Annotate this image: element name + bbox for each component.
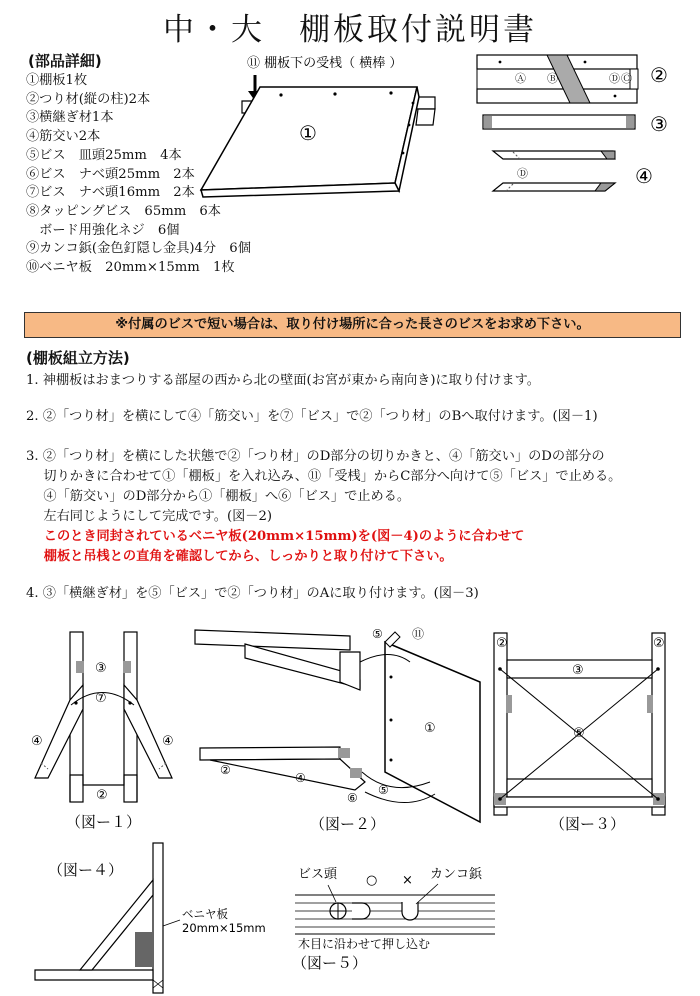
fig2-label-4: ④ xyxy=(295,771,306,785)
fig2-label-2: ② xyxy=(220,763,231,777)
fig4-plywood-label: ベニヤ板 xyxy=(182,907,228,921)
figure-4 xyxy=(30,840,280,996)
part-2-label: ② xyxy=(650,63,668,87)
step-3-warning-1: このとき同封されているベニヤ板(20mm×15mm)を(図－4)のように合わせて xyxy=(26,529,525,544)
fig2-label-5-top: ⑤ xyxy=(372,627,383,641)
fig3-label-2-left: ② xyxy=(496,636,508,651)
board-label: ① xyxy=(299,121,317,145)
fig4-plywood-size: 20mm×15mm xyxy=(182,921,266,935)
label-c: Ⓒ xyxy=(621,72,632,85)
cross-bar-drawing xyxy=(483,115,635,129)
parts-heading: (部品詳細) xyxy=(28,52,102,70)
fig5-screw-head-label: ビス頭 xyxy=(298,867,338,882)
list-item: ⑦ビス ナベ頭16mm 2本 xyxy=(26,185,195,201)
board-shape xyxy=(201,87,435,197)
fig2-label-1: ① xyxy=(424,721,436,736)
fig1-label-3: ③ xyxy=(95,661,107,676)
fig1-label-7: ⑦ xyxy=(95,691,107,706)
figure-2 xyxy=(190,622,490,840)
fig4-caption: （図ー４） xyxy=(48,861,124,879)
steps-heading: (棚板組立方法) xyxy=(26,349,130,367)
figure-1 xyxy=(26,625,191,840)
step-1: 1. 神棚板はおまつりする部屋の西から北の壁面(お宮が東から南向き)に取り付けます。 xyxy=(26,373,540,388)
fig5-note: 木目に沿わせて押し込む xyxy=(298,937,431,951)
list-item: ③横継ぎ材1本 xyxy=(26,110,114,126)
part-3-label: ③ xyxy=(650,112,668,136)
list-item: ボード用強化ネジ 6個 xyxy=(26,222,180,238)
fig3-drawing xyxy=(494,633,665,815)
step-4: 4. ③「横継ぎ材」を⑤「ビス」で②「つり材」のAに取り付けます。(図－3) xyxy=(26,586,479,601)
list-item: ⑧タッピングビス 65mm 6本 xyxy=(26,203,221,219)
fig1-caption: （図ー１） xyxy=(66,813,142,831)
fig2-drawing xyxy=(195,630,480,822)
brace-drawing xyxy=(493,151,615,191)
list-item: ①棚板1枚 xyxy=(26,73,88,88)
fig1-label-4-right: ④ xyxy=(162,734,174,749)
label-a: Ⓐ xyxy=(515,72,526,85)
list-item: ⑩ベニヤ板 20mm×15mm 1枚 xyxy=(26,260,235,276)
fig5-wood-drawing xyxy=(295,884,495,934)
fig1-drawing xyxy=(35,632,172,802)
fig5-tack-label: カンコ鋲 xyxy=(430,867,483,882)
list-item: ④筋交い2本 xyxy=(26,129,101,145)
list-item: ②つり材(縦の柱)2本 xyxy=(26,91,151,107)
step-3-warning-2: 棚板と吊桟との直角を確認してから、しっかりと取り付けて下さい。 xyxy=(26,549,453,564)
top-figure-caption: ⑪ 棚板下の受桟（ 横棒 ） xyxy=(247,56,403,71)
figure-3 xyxy=(490,625,685,840)
step-3-line-2: 切りかきに合わせて①「棚板」を入れ込み、⑪「受桟」からC部分へ向けて⑤「ビス」で止める。 xyxy=(26,469,622,484)
fig5-caption: （図ー５） xyxy=(292,954,368,972)
fig2-caption: （図ー２） xyxy=(310,815,386,833)
plywood-piece xyxy=(135,932,153,967)
step-3-line-4: 左右同じようにして完成です。(図－2) xyxy=(26,509,273,524)
step-3-line-1: 3. ②「つり材」を横にした状態で②「つり材」のD部分の切りかきと、④「筋交い」のDの部分の xyxy=(26,449,605,464)
top-parts-figure xyxy=(195,45,700,260)
fig2-label-6: ⑥ xyxy=(347,791,358,805)
label-d: Ⓓ xyxy=(609,72,620,85)
list-item: ⑨カンコ鋲(金色釘隠し金具)4分 6個 xyxy=(26,241,251,257)
fig3-caption: （図ー３） xyxy=(550,815,626,833)
fig2-label-5-bottom: ⑤ xyxy=(378,783,389,797)
list-item: ⑥ビス ナベ頭25mm 2本 xyxy=(26,166,195,182)
step-2: 2. ②「つり材」を横にして④「筋交い」を⑦「ビス」で②「つり材」のBへ取付けます。(図－1) xyxy=(26,409,598,424)
label-b: Ⓑ xyxy=(547,72,558,85)
list-item: ⑤ビス 皿頭25mm 4本 xyxy=(26,147,182,163)
fig1-label-4-left: ④ xyxy=(31,734,43,749)
page-title: 中・大 棚板取付説明書 xyxy=(163,12,537,48)
fig3-label-2-right: ② xyxy=(653,636,665,651)
tack-good-icon xyxy=(352,903,370,919)
fig1-label-2: ② xyxy=(96,788,108,803)
tack-bad-icon xyxy=(402,902,418,920)
step-3-line-3: ④「筋交い」のD部分から①「棚板」へ⑥「ビス」で止める。 xyxy=(26,489,411,504)
notice-banner: ※付属のビスで短い場合は、取り付け場所に合った長さのビスをお求め下さい。 xyxy=(24,312,681,338)
fig5-cross-mark: × xyxy=(402,873,413,888)
fig3-label-5: ⑤ xyxy=(573,726,585,741)
fig5-circle-mark: ○ xyxy=(366,873,378,888)
fig3-label-3: ③ xyxy=(572,663,584,678)
figure-5 xyxy=(290,860,500,980)
fig2-label-11: ⑪ xyxy=(412,627,425,641)
part-4-label: ④ xyxy=(635,164,653,188)
label-d2: Ⓓ xyxy=(517,167,528,180)
